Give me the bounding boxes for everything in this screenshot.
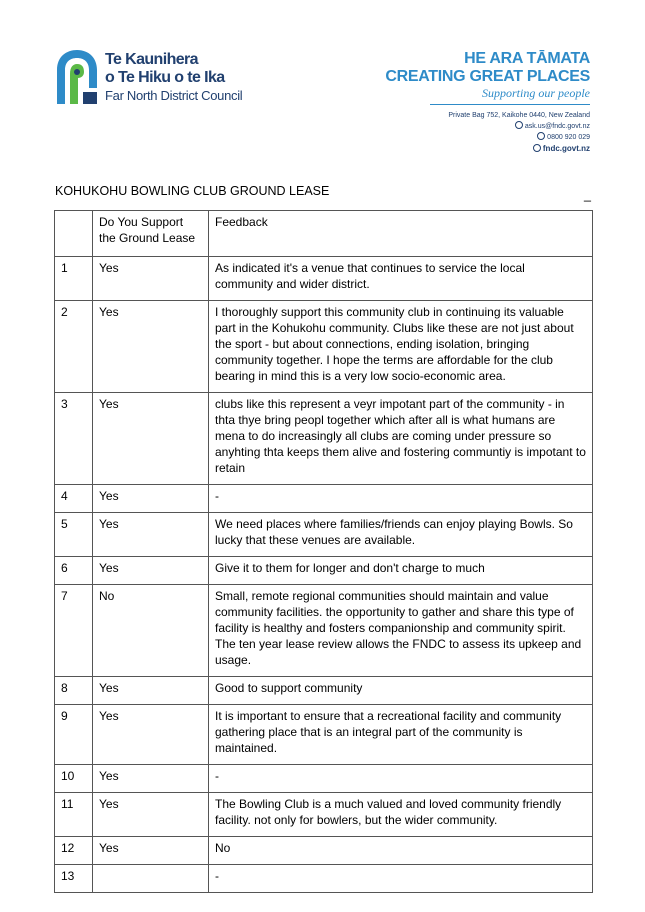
- table-row: [55, 257, 593, 301]
- cell-num: 10: [55, 765, 93, 793]
- cell-feedback: It is important to ensure that a recreational facility and community gathering place that is an integral part of the community is maintained.: [209, 705, 593, 765]
- table-row: [55, 485, 593, 513]
- cell-num: 11: [55, 793, 93, 837]
- cell-support: Yes: [93, 393, 209, 485]
- table-row: [55, 793, 593, 837]
- header-support: Do You Support the Ground Lease: [93, 211, 209, 257]
- cell-num: 12: [55, 837, 93, 865]
- contact-block: [448, 110, 590, 154]
- cell-feedback: -: [209, 765, 593, 793]
- tagline-line1: HE ARA TĀMATA: [464, 50, 590, 67]
- cell-feedback: -: [209, 865, 593, 893]
- cell-support: Yes: [93, 257, 209, 301]
- cell-num: 3: [55, 393, 93, 485]
- table-row: [55, 393, 593, 485]
- cell-support: Yes: [93, 485, 209, 513]
- email-icon: [515, 121, 523, 129]
- feedback-table: [54, 210, 593, 893]
- logo-text-line3: Far North District Council: [105, 88, 243, 103]
- table-row: [55, 301, 593, 393]
- cell-support: Yes: [93, 301, 209, 393]
- globe-icon: [533, 144, 541, 152]
- cell-num: 7: [55, 585, 93, 677]
- cell-support: No: [93, 585, 209, 677]
- table-row: [55, 865, 593, 893]
- cell-support: Yes: [93, 705, 209, 765]
- cell-num: 6: [55, 557, 93, 585]
- cell-num: 5: [55, 513, 93, 557]
- cell-num: 13: [55, 865, 93, 893]
- phone-icon: [537, 132, 545, 140]
- council-logo: [53, 48, 253, 110]
- cell-feedback: -: [209, 485, 593, 513]
- cell-feedback: The Bowling Club is a much valued and loved community friendly facility. not only for bowlers, but the wider community.: [209, 793, 593, 837]
- table-row: [55, 677, 593, 705]
- cell-support: Yes: [93, 837, 209, 865]
- cell-feedback: Good to support community: [209, 677, 593, 705]
- contact-email-row: [448, 121, 590, 132]
- contact-website: fndc.govt.nz: [542, 144, 590, 153]
- cell-support: Yes: [93, 677, 209, 705]
- cell-support: Yes: [93, 557, 209, 585]
- header-number: [55, 211, 93, 257]
- contact-address: Private Bag 752, Kaikohe 0440, New Zealand: [448, 112, 590, 119]
- cell-support: Yes: [93, 765, 209, 793]
- table-row: [55, 557, 593, 585]
- cell-num: 9: [55, 705, 93, 765]
- tagline: [330, 50, 590, 101]
- cell-support: [93, 865, 209, 893]
- logo-text-line2: o Te Hiku o te Ika: [105, 69, 225, 86]
- table-header-row: [55, 211, 593, 257]
- cell-feedback: No: [209, 837, 593, 865]
- cell-feedback: We need places where families/friends can enjoy playing Bowls. So lucky that these venues are available.: [209, 513, 593, 557]
- tagline-line3: Supporting our people: [482, 86, 590, 100]
- contact-phone: 0800 920 029: [547, 134, 590, 141]
- cell-support: Yes: [93, 513, 209, 557]
- cell-feedback: Give it to them for longer and don't charge to much: [209, 557, 593, 585]
- table-row: [55, 513, 593, 557]
- table-row: [55, 585, 593, 677]
- table-row: [55, 837, 593, 865]
- cell-num: 8: [55, 677, 93, 705]
- table-row: [55, 765, 593, 793]
- header-feedback: Feedback: [209, 211, 593, 257]
- table-row: [55, 705, 593, 765]
- cell-support: Yes: [93, 793, 209, 837]
- contact-website-row: [448, 143, 590, 154]
- tagline-divider: [430, 104, 590, 105]
- cell-num: 4: [55, 485, 93, 513]
- cell-feedback: clubs like this represent a veyr impotant part of the community - in thta thye bring peopl together which after all is what humans are mena to do increasingly all clubs are coming under pressure so anyhting thta keeps them alive and fostering communtiy is impotant to retain: [209, 393, 593, 485]
- cell-num: 2: [55, 301, 93, 393]
- cell-num: 1: [55, 257, 93, 301]
- document-title: KOHUKOHU BOWLING CLUB GROUND LEASE: [55, 184, 330, 198]
- contact-phone-row: [448, 132, 590, 143]
- tagline-line2: CREATING GREAT PLACES: [385, 68, 590, 85]
- title-trailing-mark: _: [584, 188, 591, 202]
- contact-email: ask.us@fndc.govt.nz: [524, 123, 590, 130]
- logo-text-line1: Te Kaunihera: [105, 51, 198, 68]
- council-logo-mark-icon: [53, 48, 99, 106]
- cell-feedback: Small, remote regional communities should maintain and value community facilities. the opportunity to gather and share this type of facility is healthy and fosters companionship and community spirit. The ten year lease review allows the FNDC to assess its upkeep and usage.: [209, 585, 593, 677]
- cell-feedback: As indicated it's a venue that continues to service the local community and wider district.: [209, 257, 593, 301]
- cell-feedback: I thoroughly support this community club in continuing its valuable part in the Kohukohu community. Clubs like these are not just about the sport - but about connections, ending isolation, bringing community together. I hope the terms are affordable for the club bearing in mind this is a very low socio-economic area.: [209, 301, 593, 393]
